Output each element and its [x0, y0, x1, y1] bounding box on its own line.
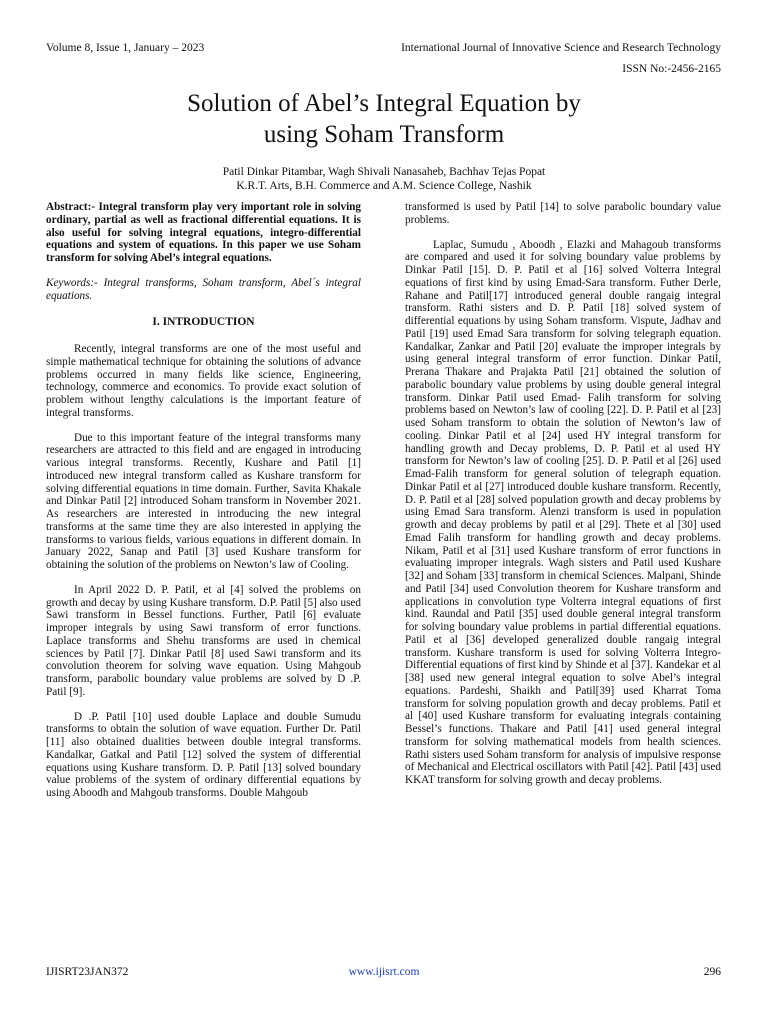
page-number: 296: [703, 966, 721, 978]
continued-paragraph: transformed is used by Patil [14] to solve parabolic boundary value problems.: [405, 201, 721, 226]
right-column: [405, 201, 721, 799]
volume-issue: Volume 8, Issue 1, January – 2023: [46, 42, 205, 54]
paper-code: IJISRT23JAN372: [46, 966, 129, 978]
left-column: [46, 201, 361, 812]
section-heading-introduction: I. INTRODUCTION: [152, 316, 255, 329]
intro-paragraph-4: D .P. Patil [10] used double Laplace and double Sumudu transforms to obtain the solution of wave equation. Further Dr. Patil [11] also obtained dualities between double integral transforms. Kandalkar, Gatkal and Patil [12] solved the system of differential equations using Kushare transform. D. P. Patil [13] solved boundary value problems of the system of ordinary differential equations by using Aboodh and Mahgoub transforms. Double Mahgoub: [46, 710, 361, 799]
author-affiliation: K.R.T. Arts, B.H. Commerce and A.M. Science College, Nashik: [236, 180, 532, 192]
title-line-1: Solution of Abel’s Integral Equation by: [187, 90, 581, 117]
literature-review-paragraph: Laplac, Sumudu , Aboodh , Elazki and Mahagoub transforms are compared and used it for solving boundary value problems by Dinkar Patil [15]. D. P. Patil et al [16] solved Volterra Integral equations of first kind by using Emad-Sara transform. Futher Derle, Rahane and Patil[17] introduced general double rangaig integral transform. Rathi sisters and D. P. Patil [18] solved system of differential equations by using Soham transform. Vispute, Jadhav and Patil [19] used Emad Sara transform for solving telegraph equation. Kandalkar, Zankar and Patil [20] evaluate the improper integrals by using general integral transform of error function. Dinkar Patil, Prerana Thakare and Prajakta Patil [21] obtained the solution of parabolic boundary value problems by using double general integral transform. Dinkar Patil used Emad- Falih transform for solving problems based on Newton’s law of cooling [22]. D. P. Patil et al [23] used Soham transform to obtain the solution of Newton’s law of cooling. Dinkar Patil et al [24] used HY integral transform for handling growth and Decay problems, D. P. Patil et al used HY transform for Newton’s law of cooling [25]. D. P. Patil et al [26] used Emad-Falih transform for general solution of telegraph equation. Dinkar Patil et al [27] introduced double kushare transform. Recently, D. P. Patil et al [28] solved population growth and decay problems by using Emad Sara transform. Alenzi transform is used in population growth and decay problems by patil et al [29]. Thete et al [30] used Emad Falih transform for handling growth and decay problems. Nikam, Patil et al [31] used Kushare transform of error functions in evaluating improper integrals. Wagh sisters and Patil used Kushare [32] and Soham [33] transform in chemical Sciences. Malpani, Shinde and Patil [34] used Convolution theorem for Kushare transform and applications in convolution type Volterra integral equations of first kind. Raundal and Patil [35] used double general integral transform for solving boundary value problems in partial differential equations. Patil et al [36] developed generalized double rangaig integral transform. Kushare transform is used for solving Volterra Integro-Differential equations of first kind by Shinde et al [37]. Kandekar et al [38] used new general integral equation to solve Abel’s integral equations. Pardeshi, Shaikh and Patil[39] used Kharrat Toma transform for solving population growth and decay problems. Patil et al [40] used Kushare transform for evaluating integrals containing Bessel’s functions. Thakare and Patil [41] used general integral transform for solving mathematical models from health sciences. Rathi sisters used Soham transform for analysis of impulsive response of Mechanical and Electrical oscillators with Patil [42]. Patil [43] used KKAT transform for solving growth and decay problems.: [405, 238, 721, 786]
journal-website-link[interactable]: www.ijisrt.com: [348, 966, 420, 978]
issn: ISSN No:-2456-2165: [622, 63, 721, 75]
intro-paragraph-1: Recently, integral transforms are one of the most useful and simple mathematical technique for obtaining the solutions of advance problems occurred in many fields like science, Engineering, technology, commerce and economics. To provide exact solution of problem without lengthy calculations is the important feature of integral transforms.: [46, 343, 361, 419]
author-names: Patil Dinkar Pitambar, Wagh Shivali Nanasaheb, Bachhav Tejas Popat: [222, 166, 546, 178]
intro-paragraph-3: In April 2022 D. P. Patil, et al [4] solved the problems on growth and decay by using Kushare transform. D.P. Patil [5] also used Sawi transform in Bessel functions. Further, Patil [6] evaluate improper integrals by using Sawi transform of error functions. Laplace transforms and Shehu transforms are used in chemical sciences by Patil [7]. Dinkar Patil [8] used Sawi transform and its convolution theorem for solving wave equation. Using Mahgoub transform, parabolic boundary value problems are solved by D .P. Patil [9].: [46, 583, 361, 698]
keywords: Keywords:- Integral transforms, Soham transform, Abel´s integral equations.: [46, 276, 361, 302]
author-block: [0, 165, 768, 193]
abstract: Abstract:- Integral transform play very important role in solving ordinary, partial as well as fractional differential equations. It is also useful for solving integral equations, integro-differential equations and system of equations. In this paper we use Soham transform for solving Abel’s integral equations.: [46, 201, 361, 264]
paper-title: [0, 88, 768, 150]
journal-name: International Journal of Innovative Science and Research Technology: [401, 42, 721, 54]
intro-paragraph-2: Due to this important feature of the integral transforms many researchers are attracted to this field and are engaged in introducing various integral transforms. Recently, Kushare and Patil [1] introduced new integral transform called as Kushare transform for solving differential equations in time domain. Further, Savita Khakale and Dinkar Patil [2] introduced Soham transform in November 2021. As researchers are interested in introducing the new integral transforms at the same time they are also interested in applying the transforms to various fields, various equations in different domain. In January 2022, Sanap and Patil [3] used Kushare transform for obtaining the solution of the problems on Newton’s law of Cooling.: [46, 431, 361, 571]
title-line-2: using Soham Transform: [263, 121, 505, 148]
